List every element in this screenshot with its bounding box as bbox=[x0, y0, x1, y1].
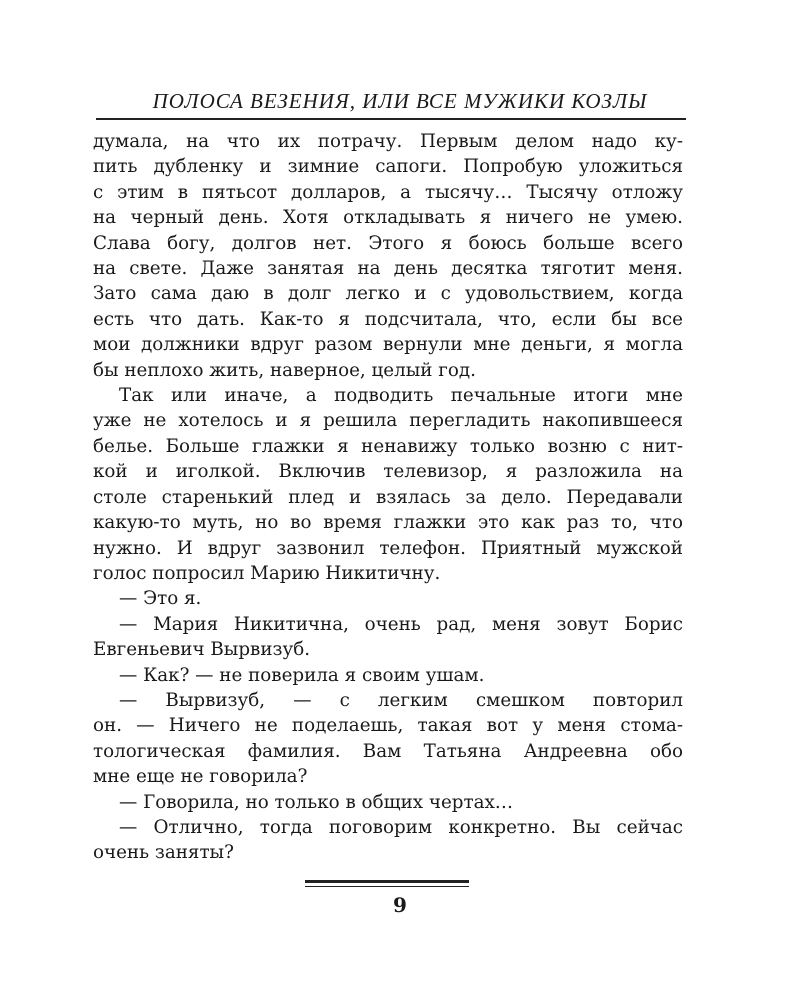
text-line: белье. Больше глажки я ненавижу только возню с нит- bbox=[93, 435, 683, 457]
text-line: Евгеньевич Вырвизуб. bbox=[93, 639, 311, 661]
text-line: какую-то муть, но во время глажки это как раз то, что bbox=[93, 512, 683, 534]
text-line: нужно. И вдруг зазвонил телефон. Приятный мужской bbox=[93, 537, 683, 559]
body-text bbox=[93, 129, 683, 866]
text-line: — Вырвизуб, — с легким смешком повторил bbox=[119, 689, 683, 711]
text-line: мои должники вдруг разом вернули мне деньги, я могла bbox=[93, 334, 683, 356]
text-line: — Это я. bbox=[119, 588, 202, 610]
footer-rule-thin bbox=[305, 886, 469, 887]
text-line: столе старенький плед и взялась за дело. Передавали bbox=[93, 486, 683, 508]
text-line: — Как? — не поверила я своим ушам. bbox=[119, 664, 485, 686]
text-line: с этим в пятьсот долларов, а тысячу… Тысячу отложу bbox=[93, 181, 683, 203]
text-line: — Отлично, тогда поговорим конкретно. Вы сейчас bbox=[119, 816, 683, 838]
page-number: 9 bbox=[393, 893, 407, 917]
text-line: бы неплохо жить, наверное, целый год. bbox=[93, 359, 476, 381]
text-line: уже не хотелось и я решила перегладить накопившееся bbox=[93, 410, 683, 432]
text-line: Зато сама даю в долг легко и с удовольствием, когда bbox=[93, 283, 683, 305]
text-line: очень заняты? bbox=[93, 842, 234, 864]
footer-rule-thick bbox=[305, 880, 469, 883]
text-line: думала, на что их потрачу. Первым делом надо ку- bbox=[93, 131, 683, 152]
text-line: на свете. Даже занятая на день десятка тяготит меня. bbox=[93, 258, 683, 280]
text-line: он. — Ничего не поделаешь, такая вот у меня стома- bbox=[93, 715, 683, 737]
text-line: есть что дать. Как-то я подсчитала, что, если бы все bbox=[93, 308, 683, 330]
text-line: мне еще не говорила? bbox=[93, 766, 308, 788]
text-line: голос попросил Марию Никитичну. bbox=[93, 562, 441, 584]
text-line: пить дубленку и зимние сапоги. Попробую уложиться bbox=[93, 156, 683, 178]
running-head-title: ПОЛОСА ВЕЗЕНИЯ, ИЛИ ВСЕ МУЖИКИ КОЗЛЫ bbox=[152, 89, 648, 113]
text-line: Слава богу, долгов нет. Этого я боюсь больше всего bbox=[93, 232, 683, 254]
text-line: Так или иначе, а подводить печальные итоги мне bbox=[119, 385, 683, 407]
header-rule bbox=[96, 118, 686, 120]
text-line: — Говорила, но только в общих чертах… bbox=[119, 791, 514, 813]
text-line: кой и иголкой. Включив телевизор, я разложила на bbox=[93, 461, 683, 483]
text-line: на черный день. Хотя откладывать я ничего не умею. bbox=[93, 207, 683, 229]
text-line: тологическая фамилия. Вам Татьяна Андреевна обо bbox=[93, 740, 683, 762]
text-line: — Мария Никитична, очень рад, меня зовут Борис bbox=[119, 613, 683, 635]
